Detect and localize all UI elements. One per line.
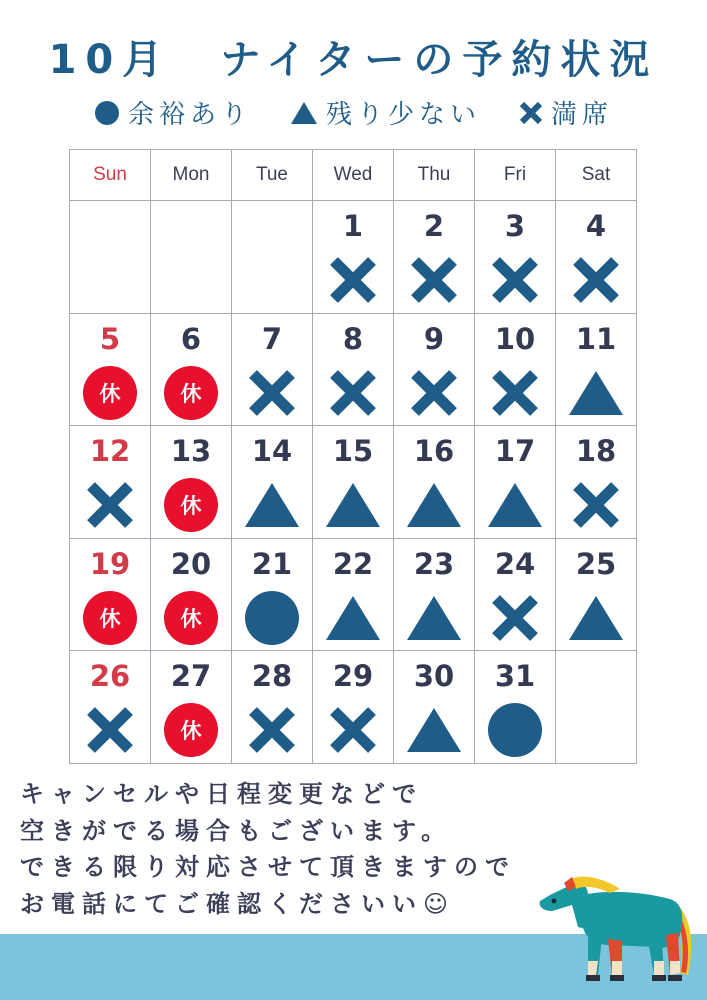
calendar-day-cell xyxy=(475,313,556,426)
cross-icon xyxy=(519,101,543,125)
holiday-label: 休 xyxy=(180,606,202,631)
calendar-week-row xyxy=(70,201,637,314)
calendar-day-cell xyxy=(70,426,151,539)
calendar-day-cell xyxy=(394,426,475,539)
weekday-sun: Sun xyxy=(70,150,151,201)
calendar-day-cell xyxy=(313,651,394,764)
calendar-day-cell xyxy=(556,426,637,539)
calendar-table xyxy=(69,149,637,764)
calendar-day-cell xyxy=(556,201,637,314)
calendar-empty-cell xyxy=(70,201,151,314)
full-cross-icon xyxy=(82,477,138,533)
calendar-day-cell xyxy=(394,538,475,651)
calendar-empty-cell xyxy=(232,201,313,314)
calendar-week-row xyxy=(70,651,637,764)
holiday-badge-icon xyxy=(163,365,219,421)
available-circle-icon xyxy=(487,702,543,758)
calendar-day-cell xyxy=(313,313,394,426)
weekday-fri: Fri xyxy=(475,150,556,201)
day-number: 15 xyxy=(332,434,374,469)
calendar-day-cell xyxy=(151,313,232,426)
calendar-day-cell xyxy=(151,426,232,539)
few-triangle-icon xyxy=(568,590,624,646)
weekday-sat: Sat xyxy=(556,150,637,201)
full-cross-icon xyxy=(487,252,543,308)
day-number: 12 xyxy=(89,434,131,469)
day-number: 11 xyxy=(575,321,617,356)
day-number: 14 xyxy=(251,434,293,469)
calendar-day-cell xyxy=(70,651,151,764)
calendar-day-cell xyxy=(556,313,637,426)
day-number: 28 xyxy=(251,659,293,694)
day-number: 13 xyxy=(170,434,212,469)
day-number: 20 xyxy=(170,546,212,581)
full-cross-icon xyxy=(244,702,300,758)
calendar-day-cell xyxy=(313,426,394,539)
holiday-label: 休 xyxy=(180,719,202,744)
day-number: 24 xyxy=(494,546,536,581)
holiday-label: 休 xyxy=(180,381,202,406)
weekday-thu: Thu xyxy=(394,150,475,201)
weekday-mon: Mon xyxy=(151,150,232,201)
day-number: 3 xyxy=(504,209,526,243)
calendar-day-cell xyxy=(475,201,556,314)
day-number: 23 xyxy=(413,546,455,581)
day-number: 30 xyxy=(413,659,455,694)
holiday-badge-icon xyxy=(163,702,219,758)
day-number: 10 xyxy=(494,321,536,356)
holiday-label: 休 xyxy=(180,494,202,519)
day-number: 25 xyxy=(575,546,617,581)
legend-label-few: 残り少ない xyxy=(325,100,481,130)
day-number: 2 xyxy=(423,209,445,243)
few-triangle-icon xyxy=(325,477,381,533)
calendar-day-cell xyxy=(70,538,151,651)
calendar-week-row xyxy=(70,426,637,539)
calendar-day-cell xyxy=(313,538,394,651)
day-number: 6 xyxy=(180,321,202,356)
holiday-badge-icon xyxy=(163,590,219,646)
calendar-day-cell xyxy=(313,201,394,314)
weekday-header-row xyxy=(70,150,637,201)
few-triangle-icon xyxy=(406,590,462,646)
notice-line: お電話にてご確認くださいい☺ xyxy=(20,889,456,918)
full-cross-icon xyxy=(82,702,138,758)
calendar-week-row xyxy=(70,313,637,426)
weekday-tue: Tue xyxy=(232,150,313,201)
few-triangle-icon xyxy=(325,590,381,646)
calendar-week-row xyxy=(70,538,637,651)
notice-line: できる限り対応させて頂きますので xyxy=(20,853,516,881)
legend-item-few xyxy=(290,94,481,131)
calendar-day-cell xyxy=(475,651,556,764)
full-cross-icon xyxy=(244,365,300,421)
day-number: 29 xyxy=(332,659,374,694)
notice-line: キャンセルや日程変更などで xyxy=(20,780,423,808)
day-number: 19 xyxy=(89,546,131,581)
day-number: 22 xyxy=(332,546,374,581)
holiday-badge-icon xyxy=(82,590,138,646)
calendar-day-cell xyxy=(475,426,556,539)
calendar-day-cell xyxy=(394,313,475,426)
horse-illustration xyxy=(530,875,700,990)
calendar-day-cell xyxy=(70,313,151,426)
full-cross-icon xyxy=(325,702,381,758)
holiday-badge-icon xyxy=(82,365,138,421)
holiday-label: 休 xyxy=(99,606,121,631)
full-cross-icon xyxy=(487,365,543,421)
full-cross-icon xyxy=(406,252,462,308)
day-number: 9 xyxy=(423,321,445,356)
full-cross-icon xyxy=(568,252,624,308)
full-cross-icon xyxy=(487,590,543,646)
calendar-day-cell xyxy=(232,426,313,539)
few-triangle-icon xyxy=(244,477,300,533)
legend-label-available: 余裕あり xyxy=(127,100,252,130)
holiday-label: 休 xyxy=(99,381,121,406)
day-number: 26 xyxy=(89,659,131,694)
calendar-day-cell xyxy=(232,313,313,426)
day-number: 7 xyxy=(261,321,283,356)
few-triangle-icon xyxy=(406,477,462,533)
day-number: 21 xyxy=(251,546,293,581)
few-triangle-icon xyxy=(568,365,624,421)
calendar-empty-cell xyxy=(556,651,637,764)
day-number: 5 xyxy=(99,321,121,356)
full-cross-icon xyxy=(325,252,381,308)
day-number: 31 xyxy=(494,659,536,694)
day-number: 17 xyxy=(494,434,536,469)
full-cross-icon xyxy=(406,365,462,421)
full-cross-icon xyxy=(568,477,624,533)
available-circle-icon xyxy=(244,590,300,646)
notice-text xyxy=(20,776,516,922)
day-number: 16 xyxy=(413,434,455,469)
calendar-day-cell xyxy=(232,538,313,651)
calendar-day-cell xyxy=(232,651,313,764)
calendar-day-cell xyxy=(475,538,556,651)
legend-item-available xyxy=(94,94,252,131)
day-number: 27 xyxy=(170,659,212,694)
few-triangle-icon xyxy=(406,702,462,758)
calendar-empty-cell xyxy=(151,201,232,314)
few-triangle-icon xyxy=(487,477,543,533)
day-number: 8 xyxy=(342,321,364,356)
page-title: 10月 ナイターの予約状況 xyxy=(48,37,659,83)
holiday-badge-icon xyxy=(163,477,219,533)
calendar-day-cell xyxy=(556,538,637,651)
day-number: 4 xyxy=(585,209,607,243)
calendar-day-cell xyxy=(394,651,475,764)
circle-icon xyxy=(94,100,120,126)
legend-item-full xyxy=(519,94,613,131)
legend-label-full: 満席 xyxy=(551,100,614,130)
day-number: 1 xyxy=(342,209,364,243)
notice-line: 空きがでる場合もございます。 xyxy=(20,816,453,845)
calendar-day-cell xyxy=(151,538,232,651)
triangle-icon xyxy=(290,101,318,125)
calendar-day-cell xyxy=(151,651,232,764)
weekday-wed: Wed xyxy=(313,150,394,201)
day-number: 18 xyxy=(575,434,617,469)
legend xyxy=(0,94,707,131)
full-cross-icon xyxy=(325,365,381,421)
calendar-day-cell xyxy=(394,201,475,314)
